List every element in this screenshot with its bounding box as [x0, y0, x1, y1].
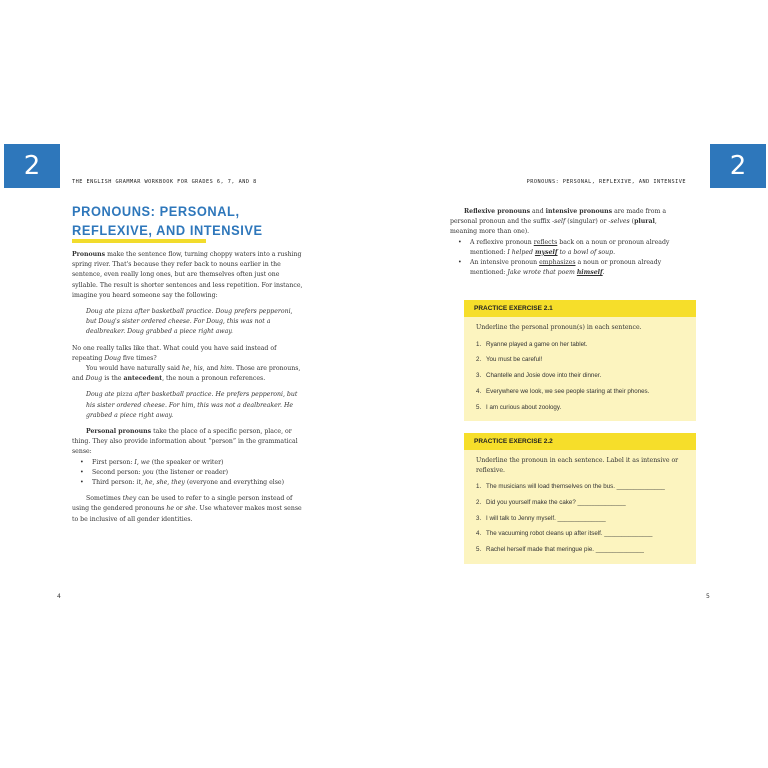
item-number: 4. [476, 530, 482, 538]
paragraph-text: make the sentence flow, turning choppy waters into a rushing spring river. That's because they refer back to nouns earlier in the sentence, even really long ones, but are themselves often just one syllable. The result is shorter sentences and less repetition. For instance, imagine you heard someone say the following: [72, 251, 303, 299]
item-text: The vacuuming robot cleans up after itself. ______________ [486, 530, 653, 538]
text: him [220, 365, 233, 373]
chapter-tab: 2 [710, 144, 766, 188]
text: -selves [608, 218, 630, 226]
text: reflects [533, 238, 558, 246]
text: his [193, 365, 203, 373]
example-quote: Doug ate pizza after basketball practice. He prefers pepperoni, but his sister ordered cheese. For him, this was not a dealbreaker. He grabbed a piece right away. [86, 391, 298, 419]
text: plural [634, 218, 655, 226]
text: five times? [120, 354, 157, 362]
item-number: 5. [476, 403, 482, 411]
text: can be used to refer to a single person instead of using the gendered pronouns [72, 495, 293, 513]
text: are made from a personal pronoun and the suffix [450, 208, 667, 226]
text: take the place of a specific person, place, or thing. They also provide information about “person” in the grammatical sense: [72, 428, 298, 456]
item-text: Everywhere we look, we see people staring at their phones. [486, 387, 650, 395]
exercise-heading: PRACTICE EXERCISE 2.2 [464, 433, 696, 450]
item-text: Chantelle and Josie dove into their dinner. [486, 372, 602, 380]
text: , and [202, 365, 221, 373]
pronoun-type-list [450, 238, 682, 279]
text: or [174, 505, 185, 513]
term-antecedent: antecedent [123, 375, 163, 383]
text: Jake wrote that poem [507, 269, 577, 277]
text: a noun or pronoun already mentioned: [470, 259, 662, 277]
paragraph [72, 427, 304, 458]
text: . Use whatever makes most sense to be inclusive of all gender identities. [72, 505, 302, 523]
page-title [72, 202, 263, 240]
text: Second person: [92, 468, 143, 476]
exercise-body [464, 450, 696, 564]
item-number: 3. [476, 372, 482, 380]
exercise-item [476, 479, 686, 495]
list-item [80, 478, 304, 488]
text: (the speaker or writer) [149, 458, 224, 466]
item-text: The musicians will load themselves on the bus. ______________ [486, 483, 665, 490]
list-item [458, 238, 682, 258]
item-text: I will talk to Jenny myself. ______________ [486, 514, 606, 522]
text: and [530, 208, 546, 215]
text: emphasizes [539, 259, 576, 267]
text: , the noun a pronoun references. [162, 375, 266, 383]
title-line-1: PRONOUNS: PERSONAL, [72, 204, 240, 219]
item-number: 4. [476, 387, 482, 395]
page-number: 4 [57, 593, 61, 600]
text: A reflexive pronoun [470, 238, 534, 246]
term-personal-pronouns: Personal pronouns [86, 428, 152, 436]
text: he [181, 365, 190, 373]
exercise-item [476, 384, 686, 400]
paragraph [72, 344, 304, 364]
text: You would have naturally said [86, 365, 182, 373]
text: First person: [92, 458, 135, 466]
item-number: 1. [476, 483, 482, 490]
paragraph [72, 250, 304, 301]
text: to a bowl of soup. [557, 248, 616, 256]
item-number: 3. [476, 514, 482, 522]
list-item [458, 258, 682, 278]
paragraph [450, 207, 682, 238]
left-page [0, 144, 384, 610]
body-text [72, 250, 304, 525]
text: (everyone and everything else) [184, 479, 284, 487]
item-text: You must be careful! [486, 356, 543, 364]
text: (singular) or [565, 218, 609, 226]
practice-exercise-2-2 [464, 433, 696, 564]
exercise-heading: PRACTICE EXERCISE 2.1 [464, 300, 696, 317]
text: -self [552, 218, 566, 226]
exercise-body [464, 317, 696, 421]
item-text: I am curious about zoology. [486, 403, 562, 411]
text: . [602, 269, 605, 277]
item-number: 2. [476, 356, 482, 364]
exercise-instruction: Underline the personal pronoun(s) in each sentence. [476, 324, 642, 331]
title-underline-bar [72, 239, 206, 243]
text: Doug [85, 375, 103, 383]
text: it, he, she, they [136, 479, 185, 487]
item-number: 5. [476, 546, 482, 554]
item-text: Rachel herself made that meringue pie. ______________ [486, 546, 644, 554]
exercise-item [476, 542, 686, 558]
text: I helped [507, 248, 535, 256]
list-item [80, 458, 304, 468]
list-item [80, 468, 304, 478]
term-reflexive: Reflexive pronouns [464, 208, 531, 215]
text: Doug [104, 354, 121, 362]
exercise-item [476, 511, 686, 527]
page-number: 5 [706, 593, 710, 600]
text: is the [102, 375, 124, 383]
running-head: PRONOUNS: PERSONAL, REFLEXIVE, AND INTENSIVE [526, 179, 686, 185]
paragraph [72, 494, 304, 525]
text: ( [629, 218, 635, 226]
title-line-2: REFLEXIVE, AND INTENSIVE [72, 223, 263, 238]
running-head: THE ENGLISH GRAMMAR WORKBOOK FOR GRADES 6, 7, AND 8 [72, 179, 257, 185]
text: , [189, 365, 194, 373]
item-text: Did you yourself make the cake? ______________ [486, 498, 626, 506]
exercise-item [476, 352, 686, 368]
text: they [122, 495, 137, 503]
text: (the listener or reader) [153, 468, 229, 476]
exercise-item [476, 400, 686, 416]
term-pronouns: Pronouns [72, 251, 106, 258]
practice-exercise-2-1 [464, 300, 696, 421]
text: himself [576, 269, 603, 277]
item-text: Ryanne played a game on her tablet. [486, 340, 588, 348]
text: Third person: [92, 479, 137, 487]
text: she [184, 505, 196, 513]
text: , meaning more than one). [450, 218, 657, 236]
text: back on a noun or pronoun already mentioned: [470, 238, 670, 256]
text: No one really talks like that. What could you have said instead of repeating [72, 344, 277, 362]
exercise-item [476, 526, 686, 542]
exercise-item [476, 495, 686, 511]
text: I, we [134, 458, 150, 466]
exercise-instruction: Underline the pronoun in each sentence. Label it as intensive or reflexive. [476, 457, 679, 474]
exercise-item [476, 337, 686, 353]
person-list [72, 458, 304, 489]
chapter-tab: 2 [4, 144, 60, 188]
text: he [166, 505, 175, 513]
item-number: 2. [476, 498, 482, 506]
exercise-item [476, 368, 686, 384]
paragraph [72, 364, 304, 384]
right-page [384, 144, 768, 610]
text: An intensive pronoun [470, 259, 540, 267]
item-number: 1. [476, 340, 482, 348]
body-text [450, 207, 682, 278]
term-intensive: intensive pronouns [545, 208, 613, 215]
text: Sometimes [86, 495, 123, 503]
text: . Those are pronouns, and [72, 365, 301, 383]
example-quote: Doug ate pizza after basketball practice. Doug prefers pepperoni, but Doug's sister ordered cheese. For Doug, this was not a dealbreaker. Doug grabbed a piece right away. [86, 308, 293, 336]
text: myself [534, 248, 558, 256]
text: you [142, 468, 154, 476]
